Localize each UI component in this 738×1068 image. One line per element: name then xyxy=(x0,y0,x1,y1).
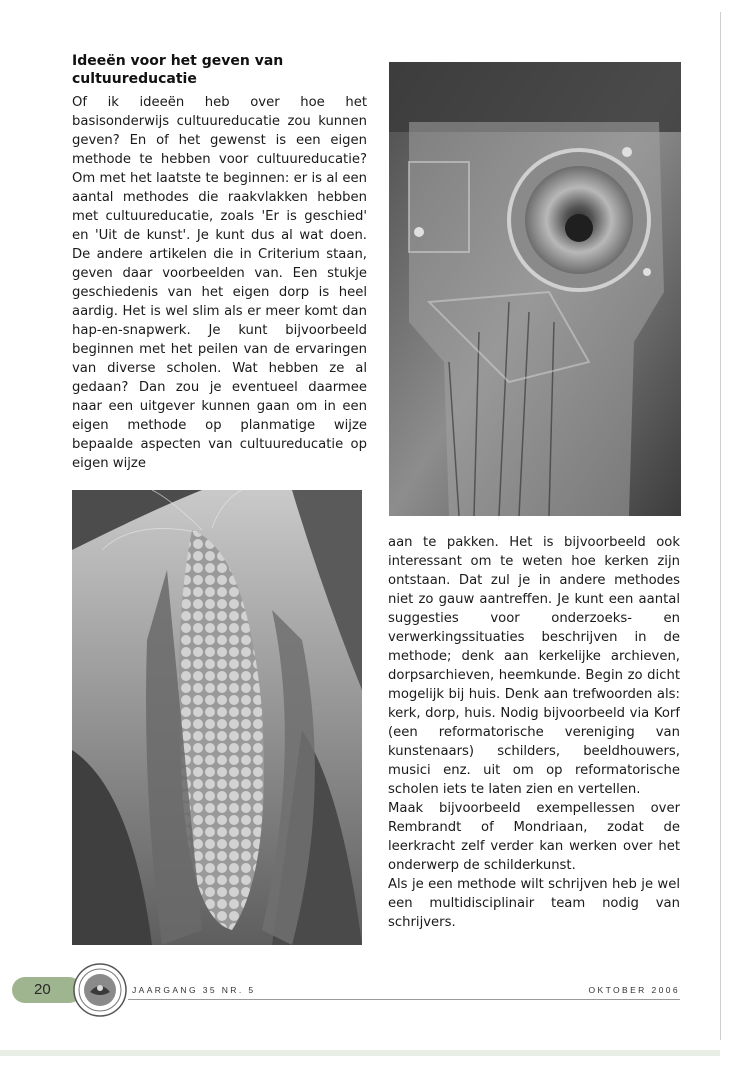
paragraph: aan te pakken. Het is bijvoorbeeld ook interessant om te weten hoe kerken zijn ontstaan. Dat zul je in andere methodes niet zo gauw aantreffen. Je kunt een aantal suggesties voor onderzoeks- en verwerkingssituaties beschrijven in de methode; denk aan kerkelijke archieven, dorpsarchieven, heemkunde. Begin zo dicht mogelijk bij huis. Denk aan trefwoorden als: kerk, dorp, huis. Nodig bijvoorbeeld via Korf (een reformatorische vereniging van kunstenaars) schilders, beeldhouwers, musici enz. uit om op reformatorische scholen iets te laten zien en vertellen. xyxy=(388,535,680,797)
article-column-right xyxy=(388,533,680,953)
footer-volume: JAARGANG 35 NR. 5 xyxy=(132,985,256,995)
sculpture-photo xyxy=(389,62,681,516)
paragraph: Of ik ideeën heb over hoe het basisonderwijs cultuureducatie zou kunnen geven? En of het gewenst is een eigen methode te hebben voor cultuureducatie? Om met het laatste te beginnen: er is al een aantal methodes die raakvlakken hebben met cultuureducatie, zoals 'Er is geschied' en 'Uit de kunst'. Je kunt dus al wat doen. De andere artikelen die in Criterium staan, geven daar voorbeelden van. Een stukje geschiedenis van het eigen dorp is heel aardig. Het is wel slim als er meer komt dan hap-en-snapwerk. Je kunt bijvoorbeeld beginnen met het peilen van de ervaringen van diverse scholen. Wat hebben ze al gedaan? Dan zou je eventueel daarmee naar een uitgever kunnen gaan om in een eigen methode op planmatige wijze bepaalde aspecten van cultuureducatie op eigen wijze xyxy=(72,95,367,471)
magazine-emblem-icon xyxy=(72,962,128,1018)
footer-date: OKTOBER 2006 xyxy=(588,985,680,995)
page-number: 20 xyxy=(12,977,82,1003)
paragraph: Als je een methode wilt schrijven heb je wel een multidisciplinair team nodig van schrijvers. xyxy=(388,877,680,930)
corn-photo xyxy=(72,490,362,945)
page-edge-rule xyxy=(720,12,721,1040)
article-column-left xyxy=(72,93,367,475)
paragraph: Maak bijvoorbeeld exempellessen over Rembrandt of Mondriaan, zodat de leerkracht zelf verder kan werken over het onderwerp de schilderkunst. xyxy=(388,801,680,873)
footer-rule xyxy=(128,999,680,1000)
article-heading: Ideeën voor het geven van cultuureducatie xyxy=(72,53,284,87)
bottom-band xyxy=(0,1050,720,1056)
